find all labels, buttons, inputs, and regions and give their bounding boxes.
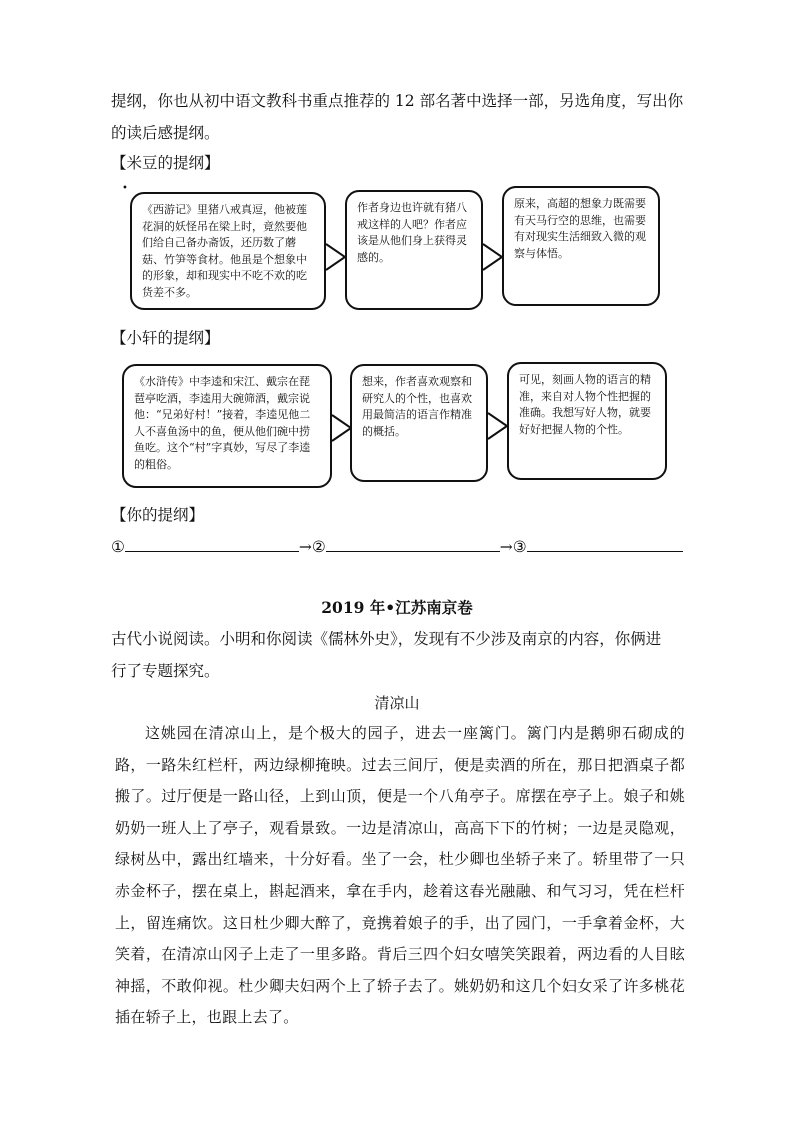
- xiaoxuan-box-1: 《水浒传》中李逵和宋江、戴宗在琵琶亭吃酒，李逵用大碗筛酒，戴宗说他：“兄弟好村！”接着，李逵见他二人不喜鱼汤中的鱼，便从他们碗中捞鱼吃。这个“村”字真妙，写尽了李逵的粗俗。: [122, 364, 332, 488]
- xiaoxuan-box-2: 想来，作者喜欢观察和研究人的个性，也喜欢用最简洁的语言作精准的概括。: [350, 364, 488, 482]
- arrow-icon: [325, 243, 347, 271]
- blank-input-3[interactable]: [527, 535, 683, 552]
- midou-label: 【米豆的提纲】: [111, 154, 220, 172]
- midou-box-2: 作者身边也许就有猪八戒这样的人吧？作者应该是从他们身上获得灵感的。: [345, 190, 483, 310]
- xiaoxuan-label: 【小轩的提纲】: [111, 329, 220, 347]
- blank-marker-3: →③: [499, 538, 527, 556]
- midou-box-1: 《西游记》里猪八戒真逗，他被莲花洞的妖怪吊在梁上时，竟然要他们给自己备办斋饭，还历数了蘑菇、竹笋等食材。他虽是个想象中的形象，却和现实中不吃不欢的吃货差不多。: [130, 192, 326, 310]
- intro-line-2: 的读后感提纲。: [111, 124, 220, 142]
- blank-marker-1: ①: [111, 538, 125, 556]
- yours-label: 【你的提纲】: [111, 506, 205, 524]
- intro-line-1: 提纲，你也从初中语文教科书重点推荐的 12 部名著中选择一部，另选角度，写出你: [111, 92, 684, 110]
- story-body: 这姚园在清凉山上，是个极大的园子，进去一座篱门。篱门内是鹅卵石砌成的路，一路朱红栏杆，两边绿柳掩映。过去三间厅，便是卖酒的所在，那日把酒桌子都搬了。过厅便是一路山径，上到山顶，便是一个八角亭子。席摆在亭子上。娘子和姚奶奶一班人上了亭子，观看景致。一边是清凉山，高高下下的竹树；一边是灵隐观，绿树丛中，露出红墙来，十分好看。坐了一会，杜少卿也坐轿子来了。轿里带了一只赤金杯子，摆在桌上，斟起酒来，拿在手内，趁着这春光融融、和气习习，凭在栏杆上，留连痛饮。这日杜少卿大醉了，竟携着娘子的手，出了园门，一手拿着金杯，大笑着，在清凉山冈子上走了一里多路。背后三四个妇女嘻笑笑跟着，两边看的人目眩神摇，不敢仰视。杜少卿夫妇两个上了轿子去了。姚奶奶和这几个妇女采了许多桃花插在轿子上，也跟上去了。: [115, 724, 685, 1027]
- arrow-icon: [487, 412, 509, 440]
- blank-input-2[interactable]: [326, 535, 500, 552]
- xiaoxuan-box-3: 可见，刻画人物的语言的精准，来自对人物个性把握的准确。我想写好人物，就要好好把握人物的个性。: [507, 362, 667, 480]
- story-title: 清凉山: [374, 694, 420, 712]
- blank-input-1[interactable]: [125, 535, 299, 552]
- question-line-1: 古代小说阅读。小明和你阅读《儒林外史》，发现有不少涉及南京的内容，你俩进: [111, 630, 662, 648]
- blank-marker-2: →②: [298, 538, 326, 556]
- midou-box-3: 原来，高超的想象力既需要有天马行空的思维，也需要有对现实生活细致入微的观察与体悟。: [502, 186, 660, 306]
- blank-row: [111, 535, 683, 558]
- mark-dot: •: [122, 183, 128, 194]
- arrow-icon: [482, 243, 504, 271]
- section-heading: 2019 年•江苏南京卷: [321, 598, 473, 617]
- question-line-2: 行了专题探究。: [111, 662, 220, 680]
